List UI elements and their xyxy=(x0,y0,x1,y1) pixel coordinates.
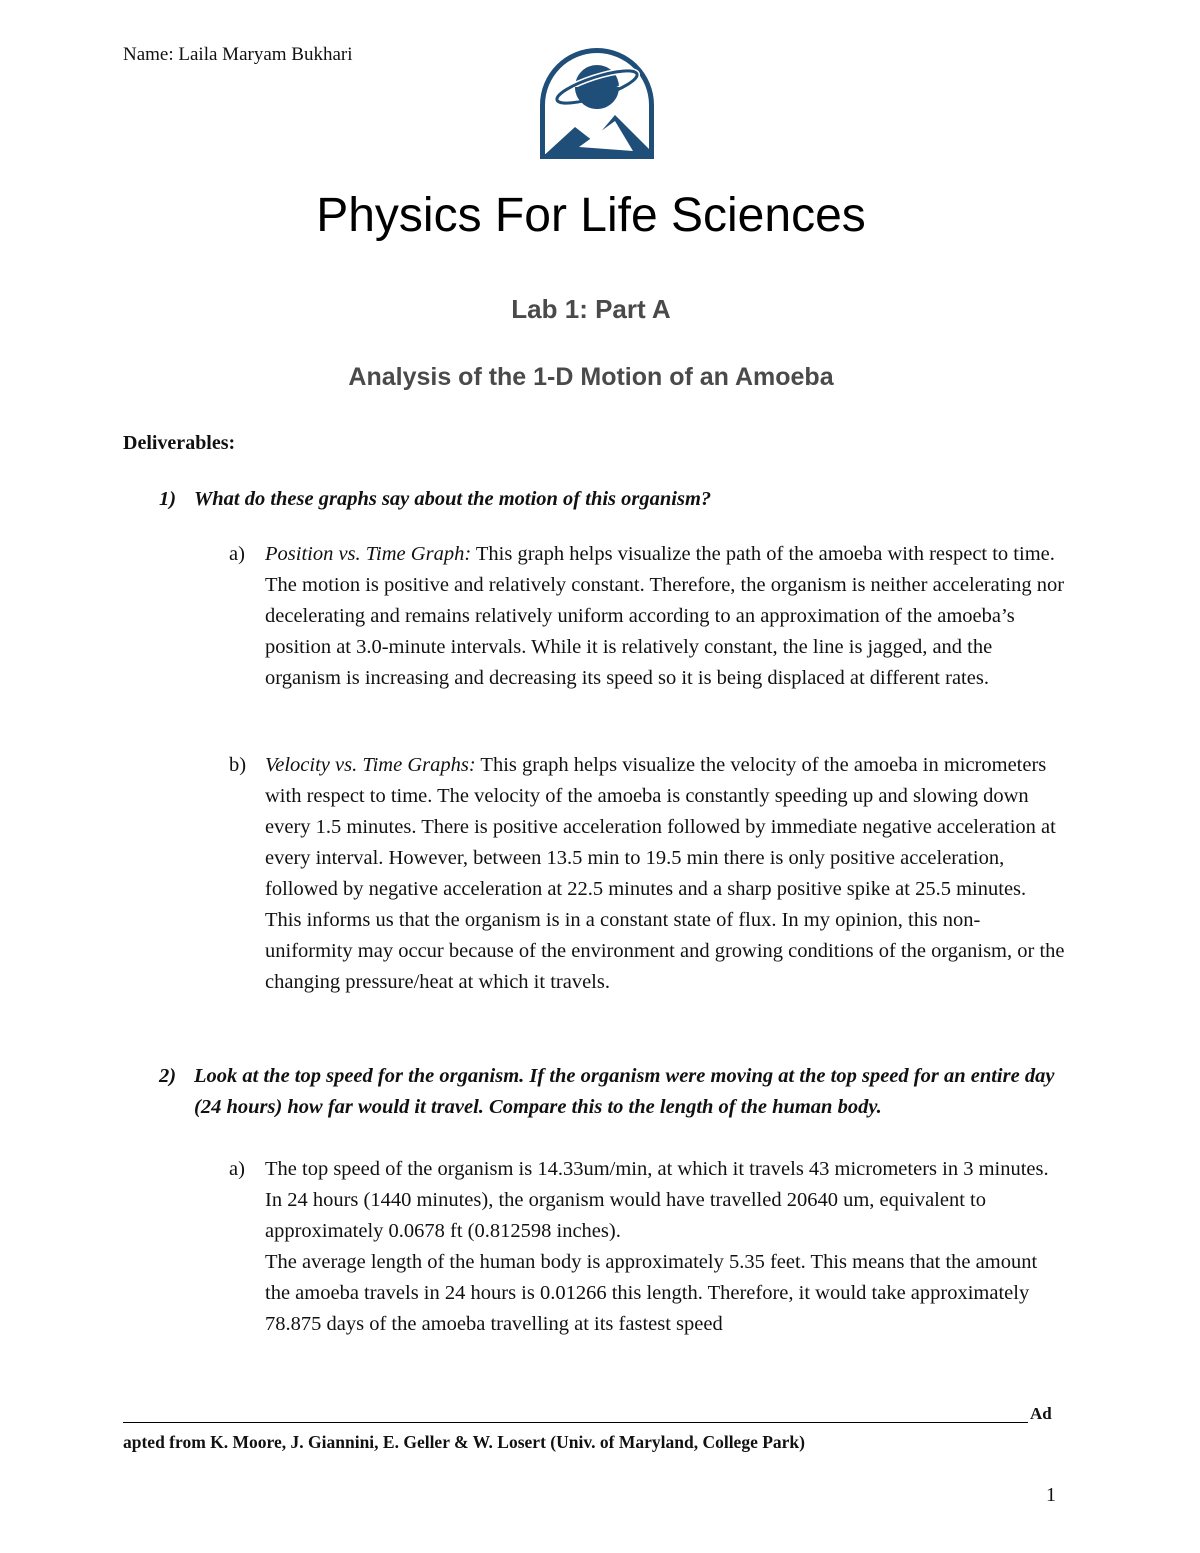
question-2-text: Look at the top speed for the organism. If the organism were moving at the top speed for an entire day (24 hours) how far would it travel. Compare this to the length of the human body. xyxy=(194,1065,1055,1118)
student-name: Name: Laila Maryam Bukhari xyxy=(123,44,353,65)
answer-2a-paragraph-1: The top speed of the organism is 14.33um/min, at which it travels 43 micrometers in 3 minutes. In 24 hours (1440 minutes), the organism would have travelled 20640 um, equivalent to approximately 0.0678 ft (0.812598 inches). xyxy=(265,1158,1049,1242)
deliverables-heading: Deliverables: xyxy=(123,432,236,454)
answer-2a-label: a) xyxy=(229,1158,245,1180)
answer-1b-title: Velocity vs. Time Graphs: xyxy=(265,754,476,776)
lab-topic: Analysis of the 1-D Motion of an Amoeba xyxy=(348,363,834,391)
answer-2a-body xyxy=(265,1154,1065,1340)
lab-subtitle: Lab 1: Part A xyxy=(511,294,671,324)
page-number: 1 xyxy=(1046,1484,1056,1506)
question-1-text: What do these graphs say about the motion of this organism? xyxy=(194,488,712,510)
answer-1a-text: This graph helps visualize the path of the amoeba with respect to time. The motion is positive and relatively constant. Therefore, the organism is neither accelerating nor decelerating and remains relatively uniform according to an approximation of the amoeba’s position at 3.0-minute intervals. While it is relatively constant, the line is jagged, and the organism is increasing and decreasing its speed so it is being displaced at different rates. xyxy=(265,543,1065,689)
answer-1a-body xyxy=(265,539,1065,694)
answer-1a-label: a) xyxy=(229,543,245,565)
answer-1b-label: b) xyxy=(229,754,247,776)
page-title: Physics For Life Sciences xyxy=(316,189,866,242)
footer-divider xyxy=(123,1422,1028,1423)
question-1-number: 1) xyxy=(159,488,177,510)
question-2-number: 2) xyxy=(159,1065,177,1087)
answer-2a-paragraph-2: The average length of the human body is approximately 5.35 feet. This means that the amount the amoeba travels in 24 hours is 0.01266 this length. Therefore, it would take approximately 78.875 days of the amoeba travelling at its fastest speed xyxy=(265,1251,1038,1335)
answer-1b-text: This graph helps visualize the velocity of the amoeba in micrometers with respect to time. The velocity of the amoeba is constantly speeding up and slowing down every 1.5 minutes. There is positive acceleration followed by immediate negative acceleration at every interval. However, between 13.5 min to 19.5 min there is only positive acceleration, followed by negative acceleration at 22.5 minutes and a sharp positive spike at 25.5 minutes. This informs us that the organism is in a constant state of flux. In my opinion, this non-uniformity may occur because of the environment and growing conditions of the organism, or the changing pressure/heat at which it travels. xyxy=(265,754,1065,993)
planet-mountain-arch-icon xyxy=(535,47,659,159)
answer-1b-body xyxy=(265,750,1065,998)
answer-1a-title: Position vs. Time Graph: xyxy=(265,543,472,565)
footer-credit: apted from K. Moore, J. Giannini, E. Geller & W. Losert (Univ. of Maryland, College Park) xyxy=(123,1432,805,1452)
footer-ad-fragment: Ad xyxy=(1030,1404,1052,1423)
